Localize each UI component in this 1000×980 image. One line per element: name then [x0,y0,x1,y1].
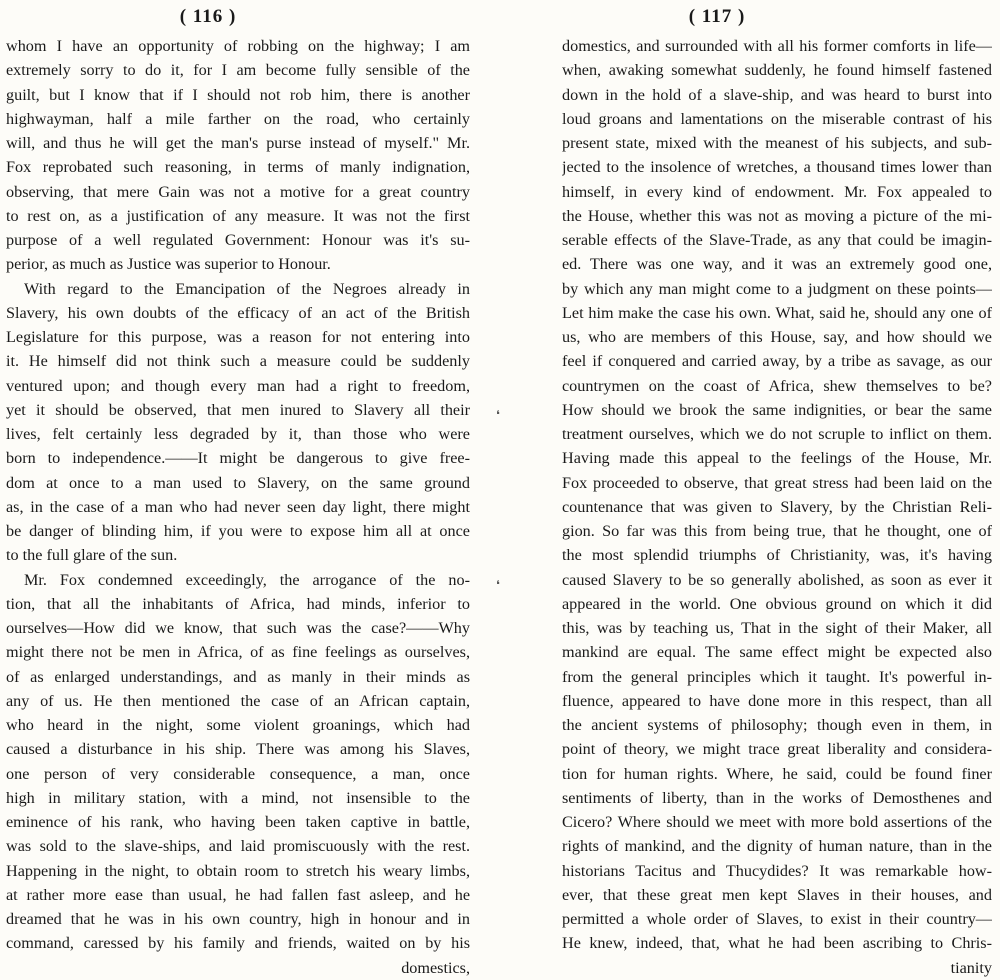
text-line: countenance that was given to Slavery, by the Christian Reli- [562,497,992,516]
text-line: the ancient systems of philosophy; though even in them, in [562,716,992,734]
page-number-right: ( 117 ) [688,6,746,27]
text-line: to the full glare of the sun. [6,546,178,565]
text-line: extremely sorry to do it, for I am become fully sensible of the [6,61,470,80]
text-line: will, and thus he will get the man's purse instead of myself." Mr. [6,134,470,152]
text-line: by which any man might come to a judgment on these points— [562,279,992,298]
text-line: to rest on, as a justification of any measure. It was not the first [6,206,470,225]
text-line: whom I have an opportunity of robbing on the highway; I am [6,37,470,55]
text-line: might there not be men in Africa, of as fine feelings as ourselves, [6,643,470,662]
text-line: as, in the case of a man who had never seen day light, there might [6,497,470,516]
text-line: Fox proceeded to observe, that great stress had been laid on the [562,473,992,492]
text-line: when, awaking somewhat suddenly, he found himself fastened [562,61,992,80]
right-page-text [562,34,992,980]
text-line: down in the hold of a slave-ship, and was heard to burst into [562,85,992,104]
text-line: domestics, [401,958,470,977]
text-line: Legislature for this purpose, was a reason for not entering into [6,328,470,346]
text-line: the most splendid triumphs of Christianity, was, it's having [562,546,992,565]
text-line: caused a disturbance in his ship. There was among his Slaves, [6,740,470,759]
text-line: was sold to the slave-ships, and laid promiscuously with the rest. [6,837,470,856]
text-line: highwayman, half a mile farther on the road, who certainly [6,109,470,128]
text-line: How should we brook the same indignities, or bear the same [562,400,992,419]
text-line: rights of mankind, and the dignity of human nature, than in the [562,837,992,856]
text-line: appeared in the world. One obvious ground on which it did [562,594,992,613]
page-number-left: ( 116 ) [179,6,237,27]
text-line: Fox reprobated such reasoning, in terms of manly indignation, [6,158,470,177]
text-line: tianity [950,958,992,977]
left-page [0,0,490,977]
text-line: gion. So far was this from being true, that he thought, one of [562,522,992,540]
text-line: ever, that these great men kept Slaves in their houses, and [562,885,992,904]
text-line: feel if conquered and carried away, by a tribe as savage, as our [562,352,992,371]
text-line: historians Tacitus and Thucydides? It was remarkable how- [562,861,992,880]
right-page [510,0,1000,977]
text-line: himself, in every kind of endowment. Mr. Fox appealed to [562,182,992,201]
text-line: loud groans and lamentations on the miserable contrast of his [562,109,992,128]
text-line: high in military station, with a mind, not insensible to the [6,788,470,807]
text-line: lives, felt certainly less degraded by it, than those who were [6,425,470,443]
text-line: eminence of his rank, who having been taken captive in battle, [6,813,470,831]
text-line: Mr. Fox condemned exceedingly, the arrogance of the no- [24,570,470,589]
text-line: permitted a whole order of Slaves, to exist in their country— [562,910,992,928]
text-line: jected to the insolence of wretches, a thousand times lower than [562,158,992,177]
left-page-text [6,34,470,980]
text-line: guilt, but I know that if I should not rob him, there is another [6,85,470,104]
text-line: dreamed that he was in his own country, high in honour and in [6,910,470,928]
text-line: Cicero? Where should we meet with more bold assertions of the [562,813,992,831]
text-line: the House, whether this was not as moving a picture of the mi- [562,206,992,225]
text-line: born to independence.——It might be dangerous to give free- [6,449,470,468]
text-line: countrymen on the coast of Africa, shew themselves to be? [562,376,992,395]
text-line: caused Slavery to be so generally abolished, as soon as ever it [562,570,992,589]
text-line: fluence, appeared to have done more in this respect, than all [562,691,992,710]
text-line: mankind are equal. The same effect might be expected also [562,643,992,662]
text-line: who heard in the night, some violent groanings, which had [6,716,470,734]
text-line: tion for human rights. Where, he said, could be found finer [562,764,992,783]
text-line: serable effects of the Slave-Trade, as any that could be imagin- [562,231,992,249]
text-line: Happening in the night, to obtain room to stretch his weary limbs, [6,861,470,880]
text-line: Slavery, his own doubts of the efficacy of an act of the British [6,303,470,322]
text-line: yet it should be observed, that men inured to Slavery all their [6,400,470,419]
text-line: us, who are members of this House, say, and how should we [562,328,992,346]
text-line: sentiments of liberty, than in the works of Demosthenes and [562,788,992,807]
text-line: ourselves—How did we know, that such was the case?——Why [6,619,470,637]
text-line: ventured upon; and though every man had a right to freedom, [6,376,470,395]
text-line: purpose of a well regulated Government: Honour was it's su- [6,231,470,249]
text-line: ed. There was one way, and it was an extremely good one, [562,255,992,274]
text-line: dom at once to a man used to Slavery, on the same ground [6,473,470,492]
text-line: one person of very considerable consequence, a man, once [6,764,470,783]
gutter-mark: ❛ [496,578,500,592]
text-line: With regard to the Emancipation of the Negroes already in [24,279,470,298]
text-line: He knew, indeed, that, what he had been ascribing to Chris- [562,934,992,953]
text-line: point of theory, we might trace great liberality and considera- [562,740,992,759]
text-line: perior, as much as Justice was superior to Honour. [6,255,331,274]
text-line: Let him make the case his own. What, said he, should any one of [562,303,992,322]
text-line: this, was by teaching us, That in the sight of their Maker, all [562,619,992,637]
text-line: domestics, and surrounded with all his former comforts in life— [562,37,992,55]
text-line: be danger of blinding him, if you were to expose him all at once [6,522,470,540]
text-line: present state, mixed with the meanest of his subjects, and sub- [562,134,992,152]
text-line: from the general principles which it taught. It's powerful in- [562,667,992,686]
text-line: of as enlarged understandings, and as manly in their minds as [6,667,470,686]
text-line: tion, that all the inhabitants of Africa, had minds, inferior to [6,594,470,613]
text-line: treatment ourselves, which we do not scruple to inflict on them. [562,425,992,443]
text-line: it. He himself did not think such a measure could be suddenly [6,352,470,371]
text-line: Having made this appeal to the feelings of the House, Mr. [562,449,992,468]
gutter-mark: ❛ [496,408,500,422]
text-line: at rather more ease than usual, he had fallen fast asleep, and he [6,885,470,904]
text-line: observing, that mere Gain was not a motive for a great country [6,182,470,201]
text-line: command, caressed by his family and friends, waited on by his [6,934,470,953]
text-line: any of us. He then mentioned the case of an African captain, [6,691,470,710]
